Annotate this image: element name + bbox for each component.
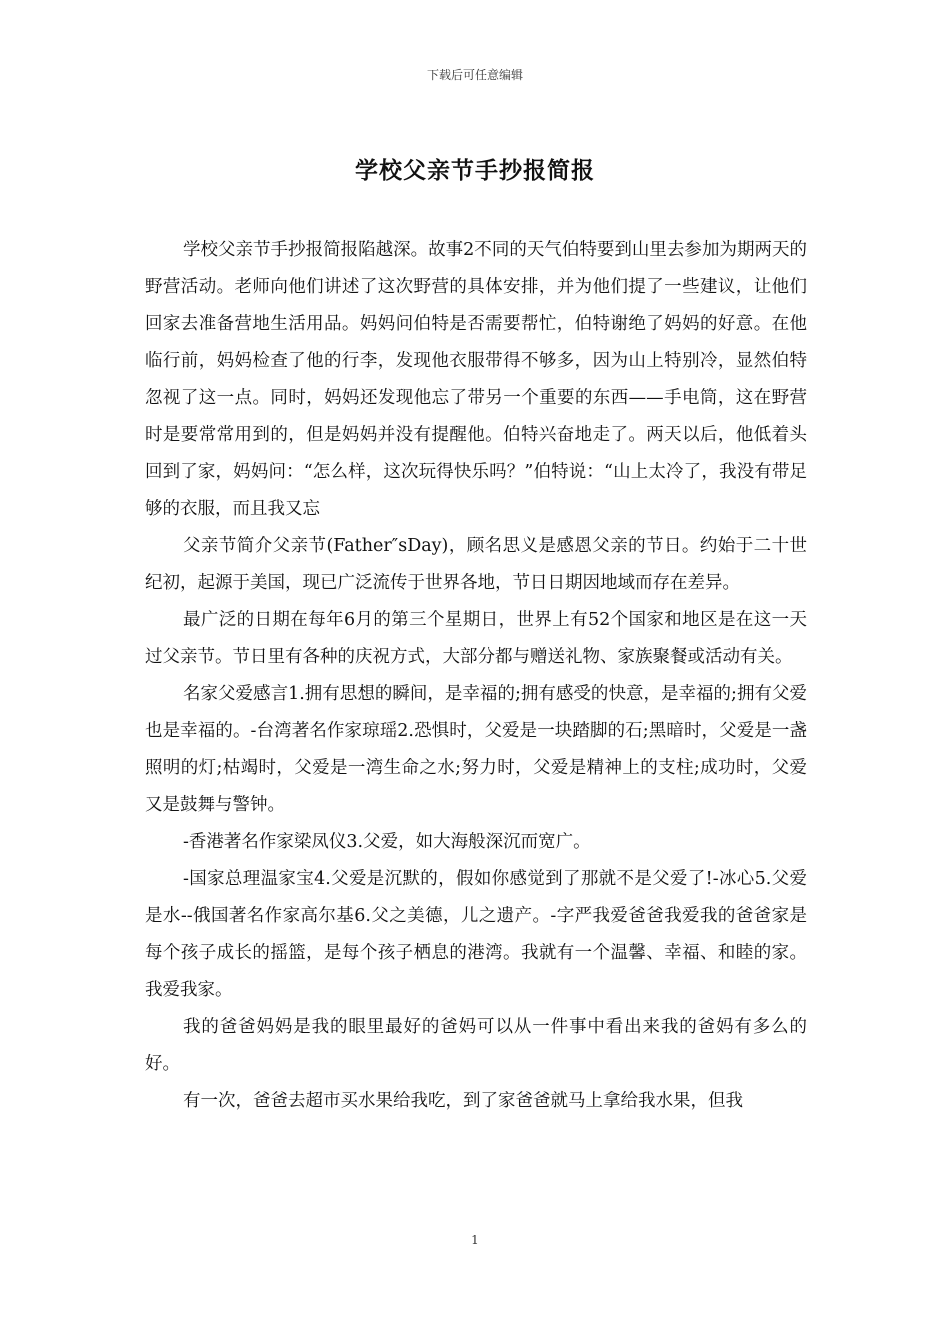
page-header-note: 下载后可任意编辑 (426, 68, 523, 82)
document-title: 学校父亲节手抄报简报 (355, 157, 595, 184)
paragraph: 学校父亲节手抄报简报陷越深。故事2不同的天气伯特要到山里去参加为期两天的野营活动。老师向他们讲述了这次野营的具体安排，并为他们提了一些建议，让他们回家去准备营地生活用品。妈妈问伯特是否需要帮忙，伯特谢绝了妈妈的好意。在他临行前，妈妈检查了他的行李，发现他衣服带得不够多，因为山上特别冷，显然伯特忽视了这一点。同时，妈妈还发现他忘了带另一个重要的东西——手电筒，这在野营时是要常常用到的，但是妈妈并没有提醒他。伯特兴奋地走了。两天以后，他低着头回到了家，妈妈问：“怎么样，这次玩得快乐吗？”伯特说：“山上太冷了，我没有带足够的衣服，而且我又忘 (145, 240, 807, 519)
paragraph: -国家总理温家宝4.父爱是沉默的，假如你感觉到了那就不是父爱了!-冰心5.父爱是水--俄国著名作家高尔基6.父之美德，儿之遗产。-字严我爱爸爸我爱我的爸爸家是每个孩子成长的摇篮，是每个孩子栖息的港湾。我就有一个温馨、幸福、和睦的家。我爱我家。 (145, 869, 807, 1000)
document-body (145, 232, 807, 1120)
paragraph: 最广泛的日期在每年6月的第三个星期日，世界上有52个国家和地区是在这一天过父亲节。节日里有各种的庆祝方式，大部分都与赠送礼物、家族聚餐或活动有关。 (145, 610, 807, 667)
page-number: 1 (471, 1233, 479, 1247)
paragraph: 父亲节简介父亲节(Father″sDay)，顾名思义是感恩父亲的节日。约始于二十世纪初，起源于美国，现已广泛流传于世界各地，节日日期因地域而存在差异。 (145, 536, 807, 593)
paragraph: 名家父爱感言1.拥有思想的瞬间，是幸福的;拥有感受的快意，是幸福的;拥有父爱也是幸福的。-台湾著名作家琼瑶2.恐惧时，父爱是一块踏脚的石;黑暗时，父爱是一盏照明的灯;枯竭时，父爱是一湾生命之水;努力时，父爱是精神上的支柱;成功时，父爱又是鼓舞与警钟。 (145, 684, 807, 815)
paragraph: -香港著名作家梁凤仪3.父爱，如大海般深沉而宽广。 (183, 832, 591, 852)
paragraph: 有一次，爸爸去超市买水果给我吃，到了家爸爸就马上拿给我水果，但我 (183, 1091, 743, 1111)
paragraph: 我的爸爸妈妈是我的眼里最好的爸妈可以从一件事中看出来我的爸妈有多么的好。 (145, 1017, 807, 1074)
